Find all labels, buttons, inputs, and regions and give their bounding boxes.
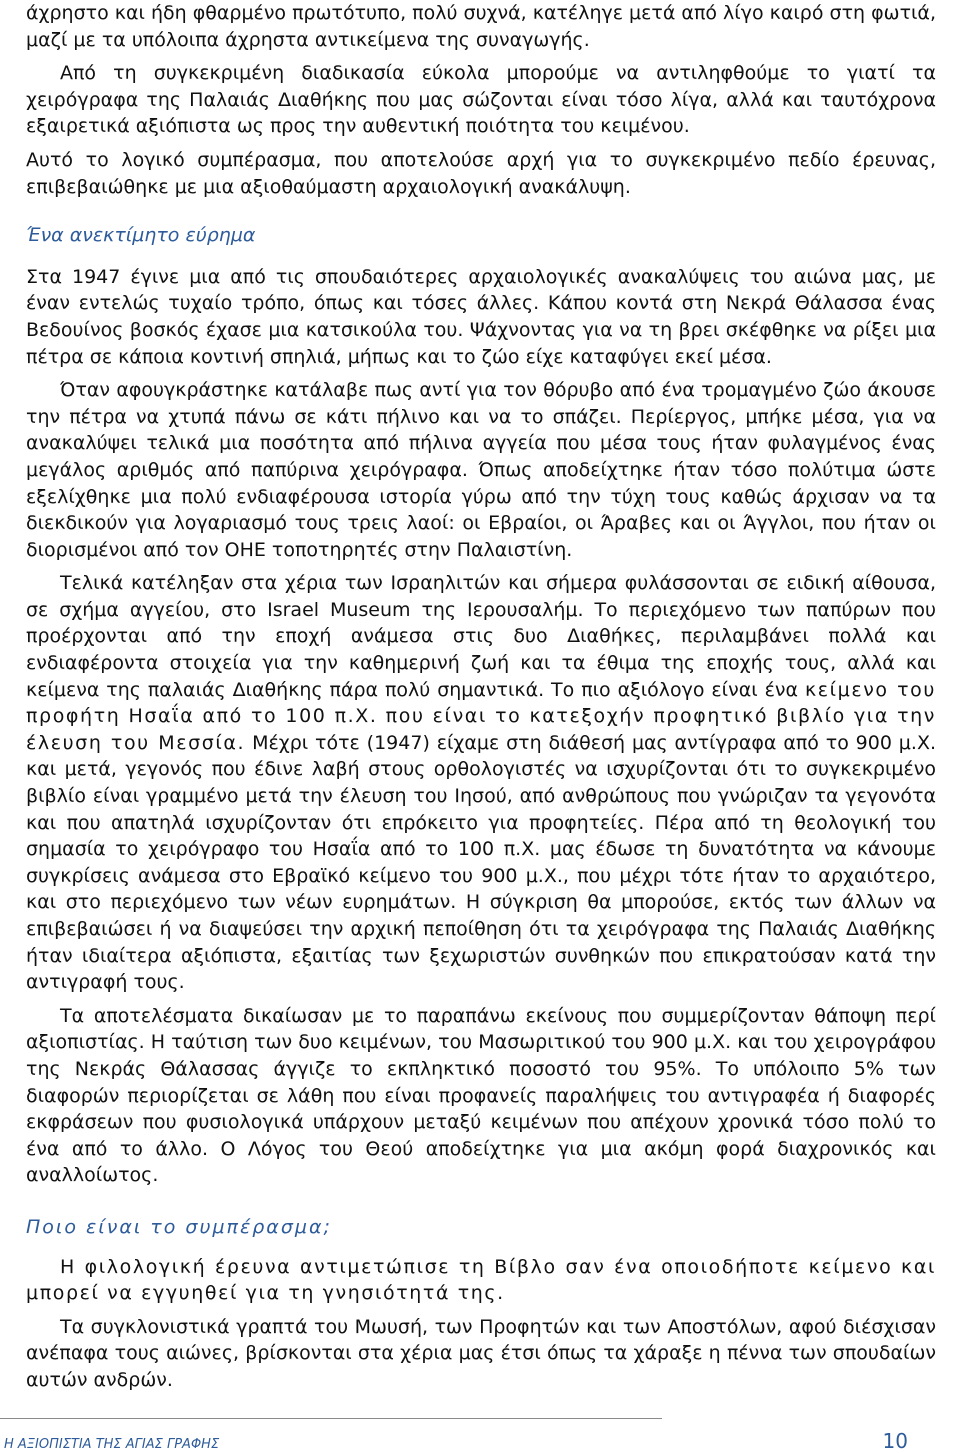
document-body xyxy=(26,0,936,1394)
paragraph-discovery-1947: Στα 1947 έγινε μια από τις σπουδαιότερες αρχαιολογικές ανακαλύψεις του αιώνα μας, με έναν εντελώς τυχαίο τρόπο, όπως και τόσες άλλες. Κάπου κοντά στη Νεκρά Θάλασσα ένας Βεδουίνος βοσκός έχασε μια κατσικούλα του. Ψάχνοντας για να τη βρει σκέφθηκε να ρίξει μια πέτρα σε κάποια κοντινή σπηλιά, μήπως και το ζώο είχε καταφύγει εκεί μέσα. xyxy=(26,265,936,368)
footer-divider xyxy=(0,1418,662,1419)
paragraph-intro-confirmation: Αυτό το λογικό συμπέρασμα, που αποτελούσε αρχή για το συγκεκριμένο πεδίο έρευνας, επιβεβαιώθηκε με μια αξιοθαύμαστη αρχαιολογική ανακάλυψη. xyxy=(26,148,936,198)
paragraph-conclusion-research: Η φιλολογική έρευνα αντιμετώπισε τη Βίβλο σαν ένα οποιοδήποτε κείμενο και μπορεί να εγγυηθεί για τη γνησιότητά της. xyxy=(26,1255,936,1305)
page-number: 10 xyxy=(882,1429,908,1453)
isaiah-text-rest: Μέχρι τότε (1947) είχαμε στη διάθεσή μας αντίγραφα από το 900 μ.Χ. και μετά, γεγονός που έδινε λαβή στους ορθολογιστές να ισχυρίζονται ότι το συγκεκριμένο βιβλίο είναι γραμμένο μετά την έλευση του Ιησού, από ανθρώπους που γνώριζαν τα γεγονότα και που απατηλά ισχυρίζονταν ότι επρόκειτο για προφητείες. Πέρα από τη θεολογική του σημασία το χειρόγραφο του Ησαΐα από το 100 π.Χ. μας έδωσε τη δυνατότητα να κάνουμε συγκρίσεις ανάμεσα στο Εβραϊκό κείμενο του 900 μ.Χ., που μέχρι τότε ήταν το αρχαιότερο, και στο περιεχόμενο των νέων ευρημάτων. Η σύγκριση θα μπορούσε, εκτός των άλλων να επιβεβαιώσει ή να διαψεύσει την αρχική πεποίθηση ότι τα χειρόγραφα της Παλαιάς Διαθήκης ήταν ιδιαίτερα αξιόπιστα, εξαιτίας των ξεχωριστών συνθηκών που επικρατούσαν κατά την αντιγραφή τους. xyxy=(26,731,936,994)
paragraph-intro-deduction: Από τη συγκεκριμένη διαδικασία εύκολα μπορούμε να αντιληφθούμε το γιατί τα χειρόγραφα της Παλαιάς Διαθήκης που μας σώζονται είναι τόσο λίγα, αλλά και ταυτόχρονα εξαιρετικά αξιόπιστα ως προς την αυθεντική ποιότητα του κειμένου. xyxy=(26,62,936,138)
footer-title: Η ΑΞΙΟΠΙΣΤΙΑ ΤΗΣ ΑΓΙΑΣ ΓΡΑΦΗΣ xyxy=(4,1437,220,1452)
paragraph-intro-continuation: άχρηστο και ήδη φθαρμένο πρωτότυπο, πολύ συχνά, κατέληγε μετά από λίγο καιρό στη φωτιά, μαζί με τα υπόλοιπα άχρηστα αντικείμενα της συναγωγής. xyxy=(26,2,936,51)
paragraph-conclusion-writings: Τα συγκλονιστικά γραπτά του Μωυσή, των Προφητών και των Αποστόλων, αφού διέσχισαν ανέπαφα τους αιώνες, βρίσκονται στα χέρια μας έτσι όπως τα χάραξε η πέννα των σπουδαίων αυτών ανδρών. xyxy=(26,1315,936,1391)
section-heading-conclusion: Ποιο είναι το συμπέρασμα; xyxy=(26,1215,332,1238)
paragraph-discovery-cave: Όταν αφουγκράστηκε κατάλαβε πως αντί για τον θόρυβο από ένα τρομαγμένο ζώο άκουσε την πέτρα να χτυπά πάνω σε κάτι πήλινο και να το σπάζει. Περίεργος, μπήκε μέσα, για να ανακαλύψει τελικά μια ποσότητα από πήλινα αγγεία που μέσα τους ήταν φυλαγμένος ένας μεγάλος αριθμός από παπύρινα χειρόγραφα. Όπως αποδείχτηκε ήταν τόσο πολύτιμα ώστε εξελίχθηκε μια πολύ ενδιαφέρουσα ιστορία γύρω από την τύχη τους καθώς άρχισαν να τα διεκδικούν για λογαριασμό τους τρεις λαοί: οι Εβραίοι, οι Άραβες και οι Άγγλοι, που ήταν οι διορισμένοι από τον ΟΗΕ τοποτηρητές στην Παλαιστίνη. xyxy=(26,379,936,561)
isaiah-text-lead: Τελικά κατέληξαν στα χέρια των Ισραηλιτών και σήμερα φυλάσσονται σε ειδική αίθουσα, σε σχήμα αγγείου, στο Israel Museum της Ιερουσαλήμ. Το περιεχόμενο των παπύρων που προέρχονται από την εποχή ανάμεσα στις δυο Διαθήκες, περιλαμβάνει πολλά και ενδιαφέροντα στοιχεία για την καθημερινή ζωή και τα έθιμα της εποχής τους, αλλά και κείμενα της παλαιάς Διαθήκης πάρα πολύ σημαντικά. Το πιο αξιόλογο είναι ένα xyxy=(26,572,936,701)
paragraph-discovery-isaiah xyxy=(26,570,936,996)
isaiah-text-emphasis: κείμενο του προφήτη Ησαΐα από το 100 π.Χ. που είναι το κατεξοχήν προφητικό βιβλίο για την έλευση του Μεσσία. xyxy=(26,678,936,754)
section-heading-discovery: Ένα ανεκτίμητο εύρημα xyxy=(26,224,256,247)
paragraph-discovery-results: Τα αποτελέσματα δικαίωσαν με το παραπάνω εκείνους που συμμερίζονταν θάποψη περί αξιοπιστίας. Η ταύτιση των δυο κειμένων, του Μασωριτικού του 900 μ.Χ. και του χειρογράφου της Νεκράς Θάλασσας άγγιζε το εκπληκτικό ποσοστό του 95%. Το υπόλοιπο 5% των διαφορών περιορίζεται σε λάθη που είναι προφανείς παραλήψεις του αντιγραφέα ή διαφορές εκφράσεων που φυσιολογικά υπάρχουν μεταξύ κειμένων που απέχουν χρονικά τόσο πολύ το ένα από το άλλο. Ο Λόγος του Θεού αποδείχτηκε για μια ακόμη φορά διαχρονικός και αναλλοίωτος. xyxy=(26,1004,936,1187)
